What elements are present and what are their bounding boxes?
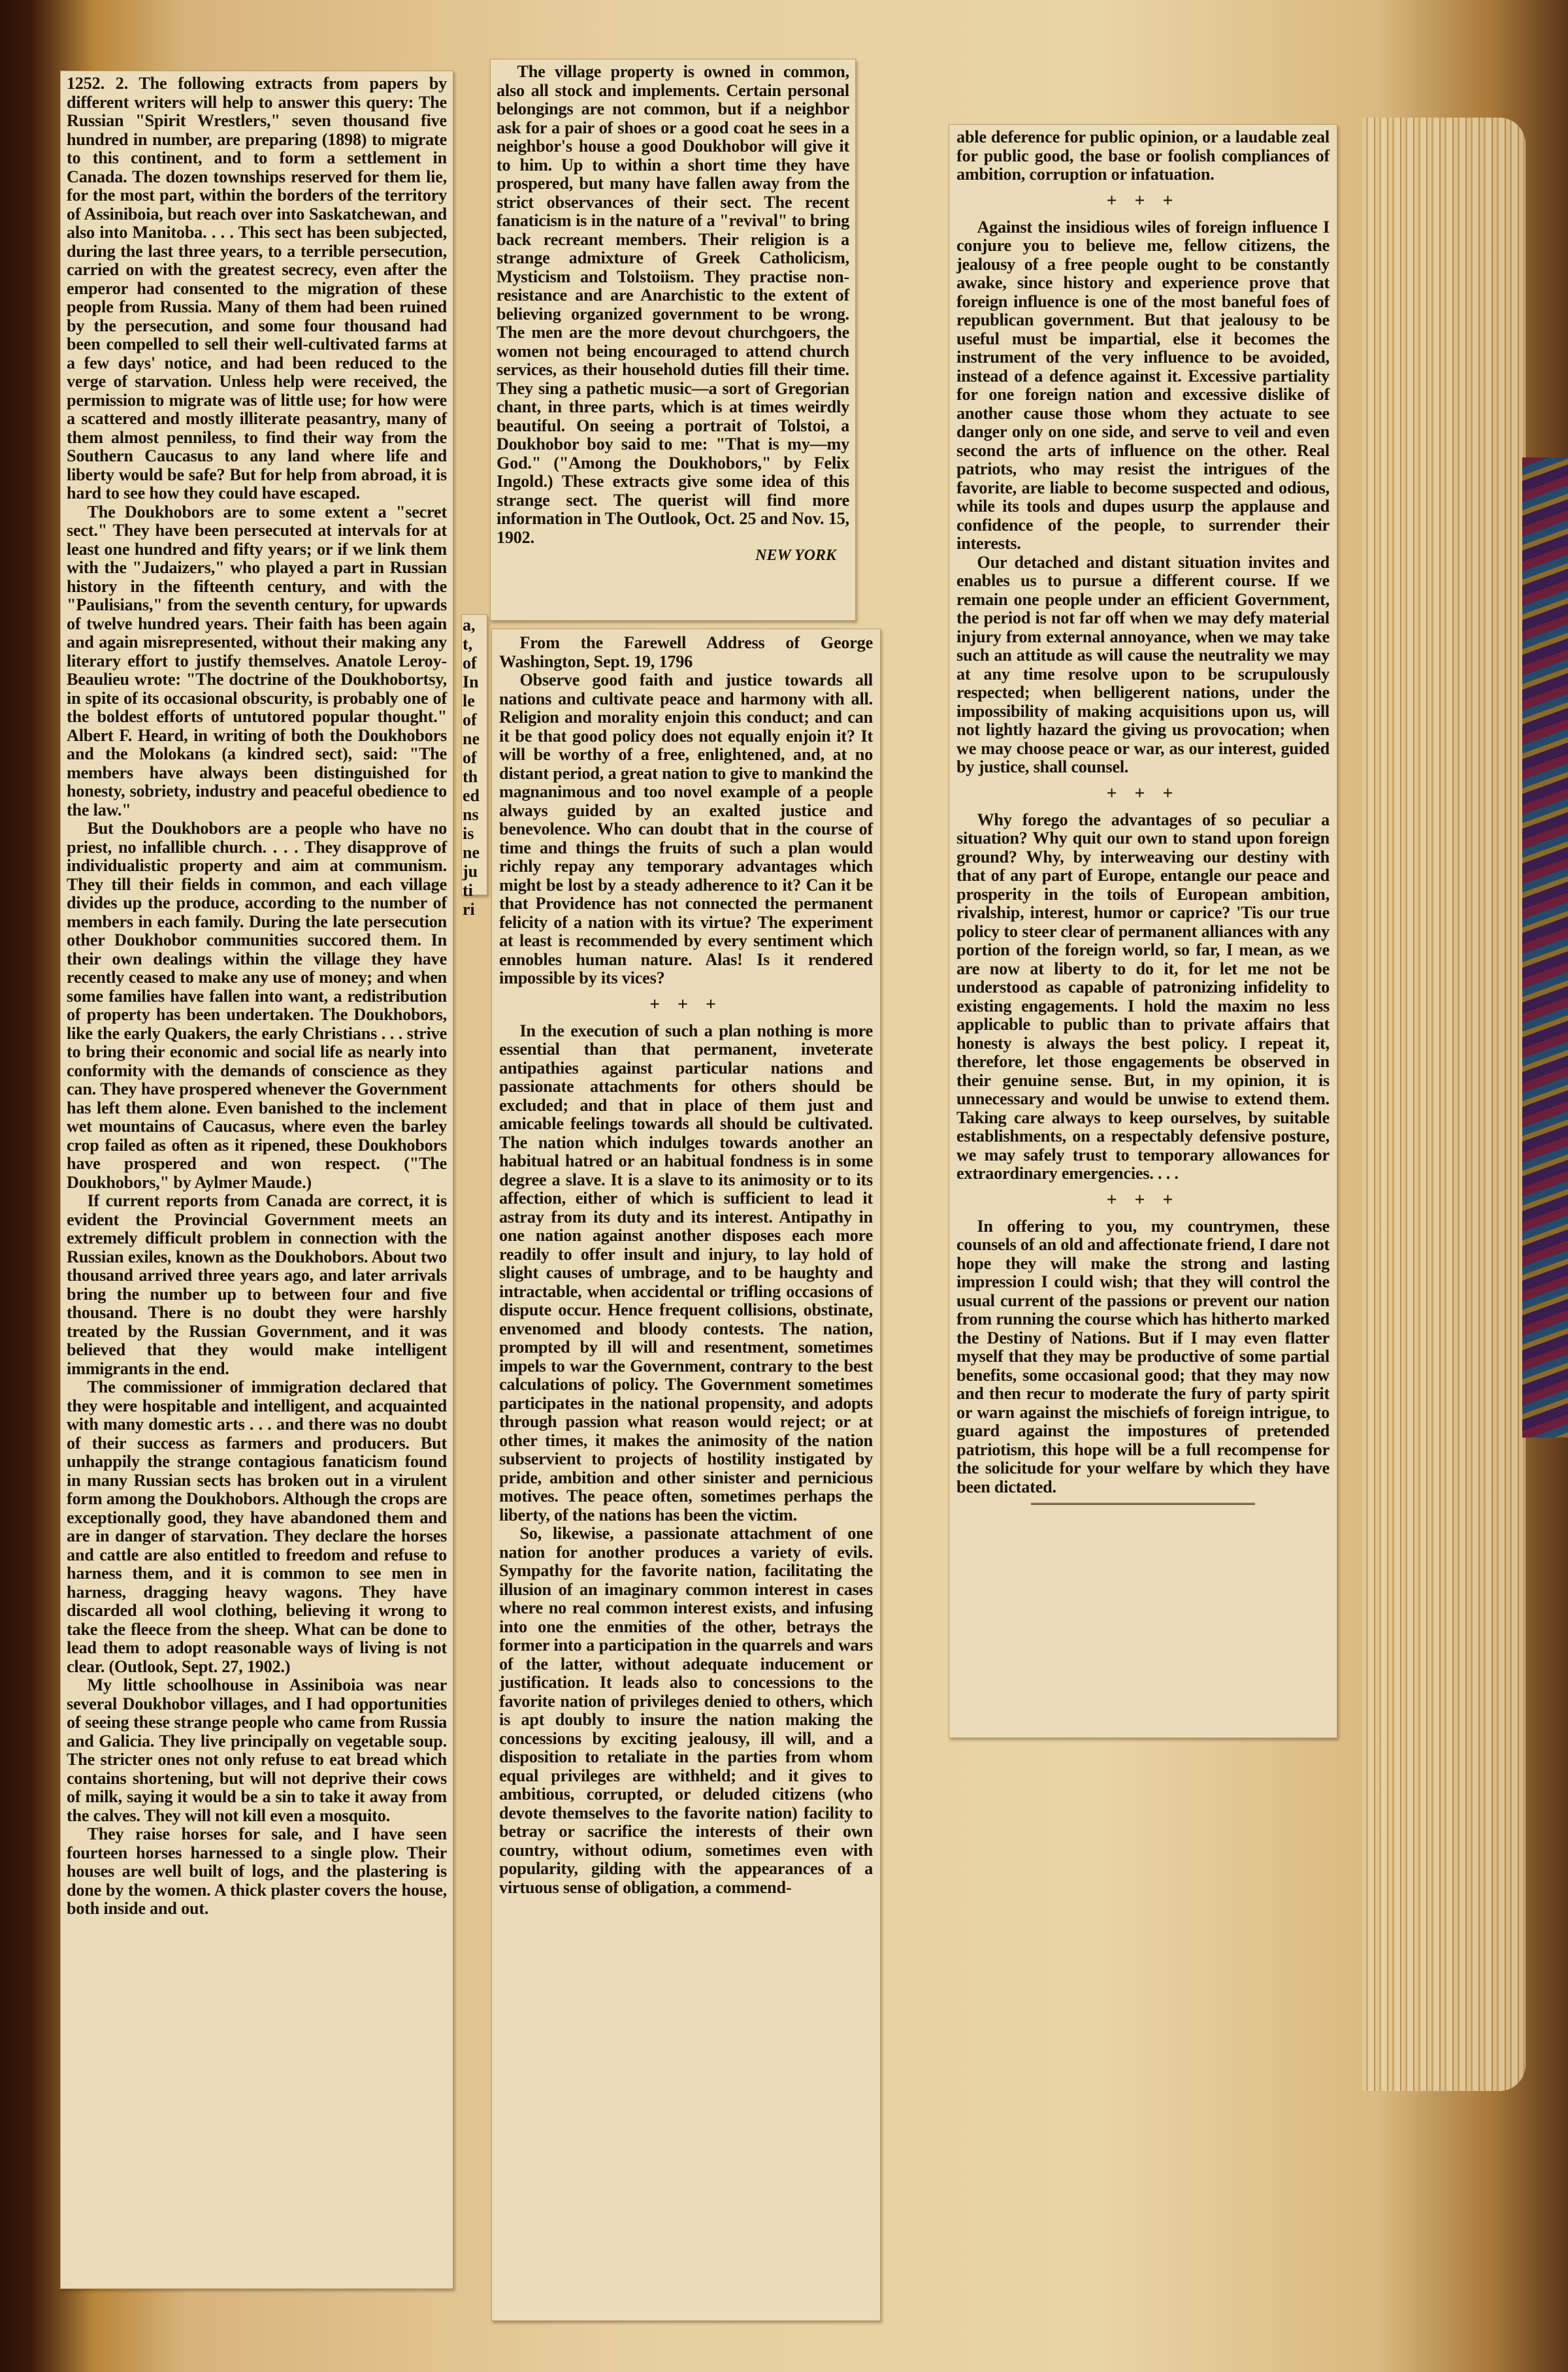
page-edges xyxy=(1362,118,1526,2091)
paragraph: But the Doukhobors are a people who have no priest, no infallible church. . . . They disapprove of individualistic property and aim at communism. They till their fields in common, and each village divides up the produce, according to the number of members in each family. During the late persecution other Doukhobor communities succored them. In their own dealings within the village they have recently ceased to make any use of money; and when some families have fallen into want, a redistribution of property has been undertaken. The Doukhobors, like the early Quakers, the early Christians . . . strive to bring their economic and social life as nearly into conformity with the demands of conscience as they can. They have prospered whenever the Government has left them alone. Even banished to the inclement wet mountains of Caucasus, where even the barley crop failed as often as it ripened, these Doukhobors have prospered and won respect. ("The Doukhobors," by Aylmer Maude.) xyxy=(67,819,447,1192)
fragment-text: of xyxy=(463,748,477,767)
page-number: 1252. xyxy=(67,74,105,93)
clipping-doukhobors-continued xyxy=(490,59,856,621)
clipping-farewell-address xyxy=(491,629,881,2321)
fragment-text: ju xyxy=(463,862,478,881)
clipping-fragment xyxy=(461,614,487,919)
paragraph: They raise horses for sale, and I have seen fourteen horses harnessed to a single plow. Their houses are well built of logs, and the plastering is done by the women. A thick plaster covers the house, both inside and out. xyxy=(67,1824,447,1918)
paragraph: If current reports from Canada are correct, it is evident the Provincial Government meets an extremely difficult problem in connection with the Russian exiles, known as the Doukhobors. About two thousand arrived three years ago, and later arrivals bring the number up to between four and five thousand. There is no doubt they were harshly treated by the Russian Government, and it was believed that they would make intelligent immigrants in the end. xyxy=(67,1191,447,1378)
fragment-text: of xyxy=(463,653,477,672)
paragraph: Why forego the advantages of so peculiar a situation? Why quit our own to stand upon foreign ground? Why, by interweaving our destiny with that of any part of Europe, entangle our peace and prosperity in the toils of European ambition, rivalship, interest, humor or caprice? 'Tis our true policy to steer clear of permanent alliances with any portion of the foreign world, so far, I mean, as we are now at liberty to do it, for let me not be understood as capable of patronizing infidelity to existing engagements. I hold the maxim no less applicable to public than to private affairs that honesty is always the best policy. I repeat it, therefore, let those engagements be observed in their genuine sense. But, in my opinion, it is unnecessary and would be unwise to extend them. Taking care always to keep ourselves, by suitable establishments, on a respectably defensive posture, we may safely trust to temporary allowances for extraordinary emergencies. . . . xyxy=(956,810,1330,1183)
paragraph: The Doukhobors are to some extent a "secret sect." They have been persecuted at intervals for at least one hundred and fifty years; or if we link them with the "Judaizers," who played a part in Russian history in the fifteenth century, and with the "Paulisians," from the seventh century, for upwards of twelve hundred years. Their faith has been again and again misrepresented, without their making any literary effort to justify themselves. Anatole Leroy-Beaulieu wrote: "The doctrine of the Doukhobortsy, in spite of its occasional obscurity, is probably one of the boldest efforts of untutored popular thought." Albert F. Heard, in writing of both the Doukhobors and the Molokans (a kindred sect), said: "The members have always been distinguished for honesty, sobriety, industry and peaceful obedience to the law." xyxy=(67,502,447,819)
paragraph: Our detached and distant situation invites and enables us to pursue a different course. If we remain one people under an efficient Government, the period is not far off when we may defy material injury from external annoyance, when we may take such an attitude as will cause the neutrality we may at any time resolve upon to be scrupulously respected; when belligerent nations, under the impossibility of making acquisitions upon us, will not lightly hazard the giving us provocation; when we may choose peace or war, as our interest, guided by justice, shall counsel. xyxy=(956,552,1330,776)
paragraph: My little schoolhouse in Assiniboia was near several Doukhobor villages, and I had opportunities of seeing these strange people who came from Russia and Galicia. They live principally on vegetable soup. The stricter ones not only refuse to eat bread which contains shortening, but will not deprive their cows of milk, saying it would be a sin to take it away from the calves. They will not kill even a mosquito. xyxy=(67,1675,447,1825)
separator: + + + xyxy=(1106,1189,1180,1210)
fragment-text: is xyxy=(463,824,474,843)
clipping-doukhobors xyxy=(60,71,453,2289)
fragment-text: ri xyxy=(463,900,475,919)
fragment-text: of xyxy=(463,710,477,729)
fragment-text: ne xyxy=(463,843,480,862)
headline: From the Farewell Address of George Washington, Sept. 19, 1796 xyxy=(499,633,873,671)
marbled-endpaper xyxy=(1522,457,1568,1438)
fragment-text: ed xyxy=(463,786,480,805)
fragment-text: ti xyxy=(463,881,473,900)
fragment-text: ns xyxy=(463,805,479,824)
end-rule xyxy=(1031,1503,1255,1505)
clipping-farewell-address-continued xyxy=(949,124,1337,1738)
paragraph: The commissioner of immigration declared that they were hospitable and intelligent, and acquainted with many domestic arts . . . and there was no doubt of their success as farmers and producers. But unhappily the strange contagious fanaticism found in many Russian sects has broken out in a virulent form among the Doukhobors. Although the crops are exceptionally good, they have abandoned them and are in danger of starvation. They declare the horses and cattle are also entitled to freedom and refuse to harness them, and it is common to see men in harness, dragging heavy wagons. They have discarded all wool clothing, believing it wrong to take the fleece from the sheep. What can be done to lead them to adopt reasonable ways of living is not clear. (Outlook, Sept. 27, 1902.) xyxy=(67,1377,447,1676)
fragment-text: ne xyxy=(463,729,480,748)
paragraph: In offering to you, my countrymen, these counsels of an old and affectionate friend, I dare not hope they will make the strong and lasting impression I could wish; that they will control the usual current of the passions or prevent our nation from running the course which has hitherto marked the Destiny of Nations. But if I may even flatter myself that they may be productive of some partial benefits, some occasional good; that they may now and then recur to moderate the fury of party spirit or warn against the mischiefs of foreign intrigue, to guard against the impostures of pretended patriotism, this hope will be a full recompense for the solicitude for your welfare by which they have been dictated. xyxy=(956,1216,1330,1496)
fragment-text: t, xyxy=(463,634,473,653)
separator: + + + xyxy=(1106,190,1180,211)
separator: + + + xyxy=(1106,783,1180,804)
paragraph: So, likewise, a passionate attachment of one nation for another produces a variety of evils. Sympathy for the favorite nation, facilitating the illusion of an imaginary common interest in cases where no real common interest exists, and infusing into one the enmities of the other, betrays the former into a participation in the quarrels and wars of the latter, without adequate inducement or justification. It leads also to concessions to the favorite nation of privileges denied to others, which is apt doubly to insure the nation making the concessions by exciting jealousy, ill will, and a disposition to retaliate in the parties from whom equal privileges are withheld; and it gives to ambitious, corrupted, or deluded citizens (who devote themselves to the favorite nation) facility to betray or sacrifice the interests of their own country, without odium, sometimes even with popularity, gilding with the appearances of a virtuous sense of obligation, a commend- xyxy=(499,1524,873,1897)
paragraph-text: 2. The following extracts from papers by different writers will help to answer this query: The Russian "Spirit Wrestlers," seven thousand five hundred in number, are preparing (1898) to migrate to this continent, and to form a settlement in Canada. The dozen townships reserved for them lie, for the most part, within the borders of the territory of Assiniboia, but reach over into Saskatchewan, and also into Manitoba. . . . This sect has been subjected, during the last three years, to a terrible persecution, carried on with the greatest secrecy, even after the emperor had consented to the migration of these people from Russia. Many of them had been ruined by the persecution, and some four thousand had been compelled to sell their well-cultivated farms at a few days' notice, and had been reduced to the verge of starvation. Unless help were received, the permission to migrate was of little use; for how were a scattered and mostly illiterate peasantry, many of them almost penniless, to find their way from the Southern Caucasus to any land where life and liberty would be safe? But for help from abroad, it is hard to see how they could have escaped. xyxy=(67,74,447,502)
fragment-text: le xyxy=(463,691,475,710)
signature: NEW YORK xyxy=(755,547,836,564)
paragraph: In the execution of such a plan nothing is more essential than that permanent, inveterate antipathies against particular nations and passionate attachments for others should be excluded; and that in place of them just and amicable feelings towards all should be cultivated. The nation which indulges towards another an habitual hatred or an habitual fondness is in some degree a slave. It is a slave to its animosity or to its affection, either of which is sufficient to lead it astray from its duty and its interest. Antipathy in one nation against another disposes each more readily to offer insult and injury, to lay hold of slight causes of umbrage, and to be haughty and intractable, when accidental or trifling occasions of dispute occur. Hence frequent collisions, obstinate, envenomed and bloody contests. The nation, prompted by ill will and resentment, sometimes impels to war the Government, contrary to the best calculations of policy. The Government sometimes participates in the national propensity, and adopts through passion what reason would reject; or at other times, it makes the animosity of the nation subservient to projects of hostility instigated by pride, ambition and other sinister and pernicious motives. The peace often, sometimes perhaps the liberty, of the nations has been the victim. xyxy=(499,1021,873,1524)
fragment-text: a, xyxy=(463,616,476,634)
fragment-text: th xyxy=(463,767,478,786)
paragraph: Observe good faith and justice towards all nations and cultivate peace and harmony with all. Religion and morality enjoin this conduct; and can it be that good policy does not equally enjoin it? It will be worthy of a free, enlightened, and, at no distant period, a great nation to give to mankind the magnanimous and too novel example of a people always guided by an exalted justice and benevolence. Who can doubt that in the course of time and things the fruits of such a plan would richly repay any temporary advantages which might be lost by a steady adherence to it? Can it be that Providence has not connected the permanent felicity of a nation with its virtue? The experiment at least is recommended by every sentiment which ennobles human nature. Alas! Is it rendered impossible by its vices? xyxy=(499,670,873,987)
paragraph: Against the insidious wiles of foreign influence I conjure you to believe me, fellow citizens, the jealousy of a free people ought to be constantly awake, since history and experience prove that foreign influence is one of the most baneful foes of republican government. But that jealousy to be useful must be impartial, else it becomes the instrument of the very influence to be avoided, instead of a defence against it. Excessive partiality for one foreign nation and excessive dislike of another cause those whom they actuate to see danger only on one side, and serve to veil and even second the arts of influence on the other. Real patriots, who may resist the intrigues of the favorite, are liable to become suspected and odious, while its tools and dupes usurp the applause and confidence of the people, to surrender their interests. xyxy=(956,217,1330,553)
first-paragraph xyxy=(67,74,447,503)
fragment-text: In xyxy=(463,672,479,691)
paragraph: The village property is owned in common, also all stock and implements. Certain personal belongings are not common, but if a neighbor ask for a pair of shoes or a good coat he sees in a neighbor's house a good Doukhobor will give it to him. Up to within a short time they have prospered, but many have fallen away from the strict observances of their sect. The recent fanaticism is in the nature of a "revival" to bring back recreant members. Their religion is a strange admixture of Greek Catholicism, Mysticism and Tolstoiism. They practise non-resistance and are Anarchistic to the extent of believing organized government to be wrong. The men are the more devout churchgoers, the women not being encouraged to attend church services, as their household duties fill their time. They sing a pathetic music—a sort of Gregorian chant, in three parts, which is at times weirdly beautiful. On seeing a portrait of Tolstoi, a Doukhobor boy said to me: "That is my—my God." ("Among the Doukhobors," by Felix Ingold.) These extracts give some idea of this strange sect. The querist will find more information in The Outlook, Oct. 25 and Nov. 15, 1902. xyxy=(497,62,849,547)
paragraph: able deference for public opinion, or a laudable zeal for public good, the base or foolish compliances of ambition, corruption or infatuation. xyxy=(956,127,1330,184)
separator: + + + xyxy=(649,994,723,1015)
